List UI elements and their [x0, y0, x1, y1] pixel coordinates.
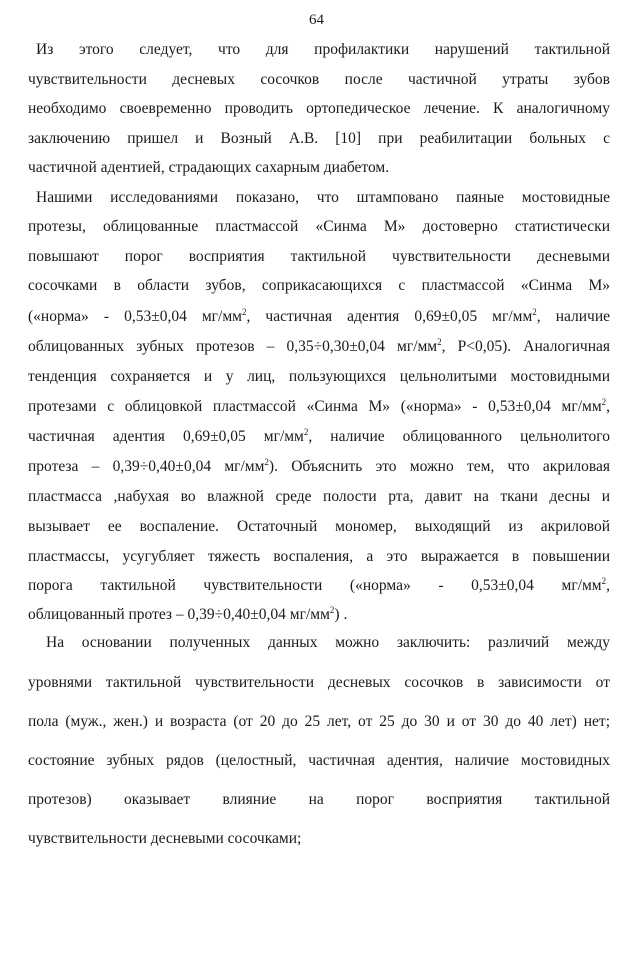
text-line: пола (муж., жен.) и возраста (от 20 до 25 лет, от 25 до 30 и от 30 до 40 лет) нет; — [28, 713, 610, 730]
text-line: чувствительности десневыми сосочками; — [28, 830, 302, 847]
text-line: частичная адентия 0,69±0,05 $мг/мм^2$, наличие облицованного цельнолитого — [28, 427, 610, 445]
text-line: тенденция сохраняется и у лиц, пользующихся цельнолитыми мостовидными — [28, 368, 610, 385]
text-line: протезы, облицованные пластмассой «Синма М» достоверно статистически — [28, 218, 610, 235]
text-line: состояние зубных рядов (целостный, частичная адентия, наличие мостовидных — [28, 752, 610, 769]
text-line: На основании полученных данных можно заключить: различий между — [46, 634, 610, 651]
text-line: вызывает ее воспаление. Остаточный мономер, выходящий из акриловой — [28, 518, 610, 535]
text-line: необходимо своевременно проводить ортопедическое лечение. К аналогичному — [28, 100, 610, 117]
text-line: облицованных зубных протезов – 0,35÷0,30±0,04 $мг/мм^2$, P<0,05). Аналогичная — [28, 337, 611, 355]
text-line: («норма» - 0,53±0,04 $мг/мм^2$, частичная адентия 0,69±0,05 $мг/мм^2$, наличие — [28, 307, 611, 325]
text-line: порога тактильной чувствительности («норма» - 0,53±0,04 $мг/мм^2$, — [28, 576, 610, 594]
text-line: протезов) оказывает влияние на порог восприятия тактильной — [28, 791, 610, 808]
text-line: облицованный протез – 0,39÷0,40±0,04 $мг/мм^2$) . — [28, 605, 348, 623]
text-line: Нашими исследованиями показано, что штамповано паяные мостовидные — [36, 189, 610, 206]
text-line: Из этого следует, что для профилактики нарушений тактильной — [36, 41, 610, 58]
text-line: частичной адентией, страдающих сахарным диабетом. — [28, 159, 390, 176]
text-line: повышают порог восприятия тактильной чувствительности десневыми — [28, 248, 610, 265]
text-line: заключению пришел и Возный А.В. [10] при реабилитации больных с — [28, 130, 610, 147]
text-line: уровнями тактильной чувствительности десневых сосочков в зависимости от — [28, 674, 610, 691]
text-line: протеза – 0,39÷0,40±0,04 $мг/мм^2$). Объяснить это можно тем, что акриловая — [28, 457, 610, 475]
page-number: 64 — [309, 12, 324, 28]
text-line: пластмасса ,набухая во влажной среде полости рта, давит на ткани десны и — [28, 488, 610, 505]
text-line: сосочками в области зубов, соприкасающихся с пластмассой «Синма М» — [28, 277, 610, 294]
text-line: чувствительности десневых сосочков после частичной утраты зубов — [28, 71, 610, 88]
text-line: протезами с облицовкой пластмассой «Синма М» («норма» - 0,53±0,04 $мг/мм^2$, — [28, 397, 610, 415]
text-line: пластмассы, усугубляет тяжесть воспаления, а это выражается в повышении — [28, 548, 610, 565]
